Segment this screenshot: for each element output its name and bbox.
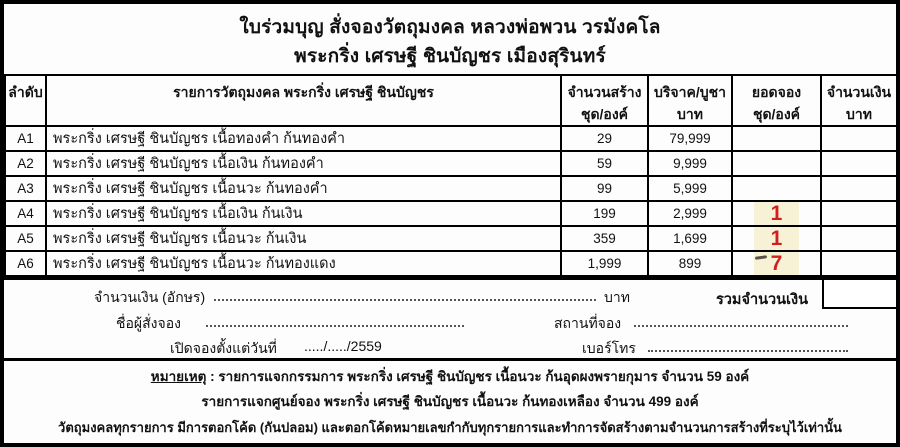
row-order-code: A1 xyxy=(5,126,46,151)
open-date-label: เปิดจองตั้งแต่วันที่ xyxy=(170,340,277,356)
note-text-1: : รายการแจกกรรมการ พระกริ่ง เศรษฐี ชินบัญชร เนื้อนวะ ก้นอุดผงพรายกุมาร จำนวน 59 องค์ xyxy=(210,369,750,384)
total-amount-box xyxy=(822,280,896,309)
title-line-1: ใบร่วมบุญ สั่งจองวัตถุมงคล หลวงพ่อพวน วรมังคโล xyxy=(239,17,661,38)
row-amount xyxy=(821,201,897,226)
orderer-name-fill-line xyxy=(206,313,464,327)
phone-label: เบอร์โทร xyxy=(582,340,636,356)
table-row xyxy=(5,176,897,201)
row-order-code: A4 xyxy=(5,201,46,226)
handwritten-reserved-count: 7 xyxy=(754,252,800,275)
reservation-place-label: สถานที่จอง xyxy=(554,315,622,331)
handwritten-reserved-count: 1 xyxy=(754,202,800,225)
handwritten-reserved-count: 1 xyxy=(754,227,800,250)
row-amount xyxy=(821,251,897,276)
row-price: 899 xyxy=(648,251,732,276)
row-made-qty: 29 xyxy=(561,126,648,151)
row-order-code: A3 xyxy=(5,176,46,201)
row-reserved-qty xyxy=(732,126,821,151)
col-header-price: บริจาค/บูชา บาท xyxy=(648,75,732,126)
row-amount xyxy=(821,126,897,151)
row-amount xyxy=(821,151,897,176)
table-row xyxy=(5,201,897,226)
notes-section xyxy=(4,358,896,435)
row-reserved-qty xyxy=(732,226,821,251)
row-made-qty: 59 xyxy=(561,151,648,176)
table-row xyxy=(5,251,897,276)
document-title xyxy=(4,4,896,74)
row-price: 9,999 xyxy=(648,151,732,176)
amulet-order-table xyxy=(4,74,898,277)
row-made-qty: 199 xyxy=(561,201,648,226)
table-row xyxy=(5,226,897,251)
row-amount xyxy=(821,226,897,251)
note-line-2: รายการแจกศูนย์จอง พระกริ่ง เศรษฐี ชินบัญชร เนื้อนวะ ก้นทองเหลือง จำนวน 499 องค์ xyxy=(201,394,699,409)
row-order-code: A6 xyxy=(5,251,46,276)
amount-in-words-fill-line xyxy=(214,287,596,301)
phone-fill-line xyxy=(648,338,848,352)
row-price: 79,999 xyxy=(648,126,732,151)
row-order-code: A2 xyxy=(5,151,46,176)
col-header-made: จำนวนสร้าง ชุด/องค์ xyxy=(561,75,648,126)
row-price: 1,699 xyxy=(648,226,732,251)
row-amount xyxy=(821,176,897,201)
row-made-qty: 1,999 xyxy=(561,251,648,276)
row-reserved-qty xyxy=(732,176,821,201)
open-date-value: ...../...../2559 xyxy=(304,338,382,354)
row-item-description: พระกริ่ง เศรษฐี ชินบัญชร เนื้อนวะ ก้นทองแดง xyxy=(46,251,561,276)
title-line-2: พระกริ่ง เศรษฐี ชินบัญชร เมืองสุรินทร์ xyxy=(294,46,606,67)
table-header-row xyxy=(5,75,897,126)
col-header-amount: จำนวนเงิน บาท xyxy=(821,75,897,126)
row-reserved-qty xyxy=(732,201,821,226)
row-price: 5,999 xyxy=(648,176,732,201)
row-made-qty: 99 xyxy=(561,176,648,201)
col-header-reserved: ยอดจอง ชุด/องค์ xyxy=(732,75,821,126)
baht-label: บาท xyxy=(604,289,630,305)
total-amount-label: รวมจำนวนเงิน xyxy=(715,292,808,308)
table-row xyxy=(5,151,897,176)
note-line-3: วัตถุมงคลทุกรายการ มีการตอกโค้ด (กันปลอม) และตอกโค้ดหมายเลขกำกับทุกรายการและทำการจัดสร้างตามจำนวนการสร้างที่ระบุไว้เท่านั้น xyxy=(58,420,842,435)
row-item-description: พระกริ่ง เศรษฐี ชินบัญชร เนื้อเงิน ก้นเงิน xyxy=(46,201,561,226)
row-order-code: A5 xyxy=(5,226,46,251)
row-item-description: พระกริ่ง เศรษฐี ชินบัญชร เนื้อทองคำ ก้นทองคำ xyxy=(46,126,561,151)
row-made-qty: 359 xyxy=(561,226,648,251)
row-price: 2,999 xyxy=(648,201,732,226)
orderer-name-label: ชื่อผู้สั่งจอง xyxy=(116,315,181,331)
row-reserved-qty xyxy=(732,151,821,176)
col-header-item: รายการวัตถุมงคล พระกริ่ง เศรษฐี ชินบัญชร xyxy=(46,75,561,126)
table-row xyxy=(5,126,897,151)
row-item-description: พระกริ่ง เศรษฐี ชินบัญชร เนื้อเงิน ก้นทองคำ xyxy=(46,151,561,176)
row-reserved-qty xyxy=(732,251,821,276)
amount-in-words-label: จำนวนเงิน (อักษร) xyxy=(94,289,206,305)
note-line-1 xyxy=(4,361,896,385)
fill-in-section xyxy=(4,277,896,358)
col-header-order: ลำดับ xyxy=(5,75,46,126)
row-item-description: พระกริ่ง เศรษฐี ชินบัญชร เนื้อนวะ ก้นทองคำ xyxy=(46,176,561,201)
note-label: หมายเหตุ xyxy=(150,369,207,384)
reservation-place-fill-line xyxy=(634,313,848,327)
row-item-description: พระกริ่ง เศรษฐี ชินบัญชร เนื้อนวะ ก้นเงิน xyxy=(46,226,561,251)
